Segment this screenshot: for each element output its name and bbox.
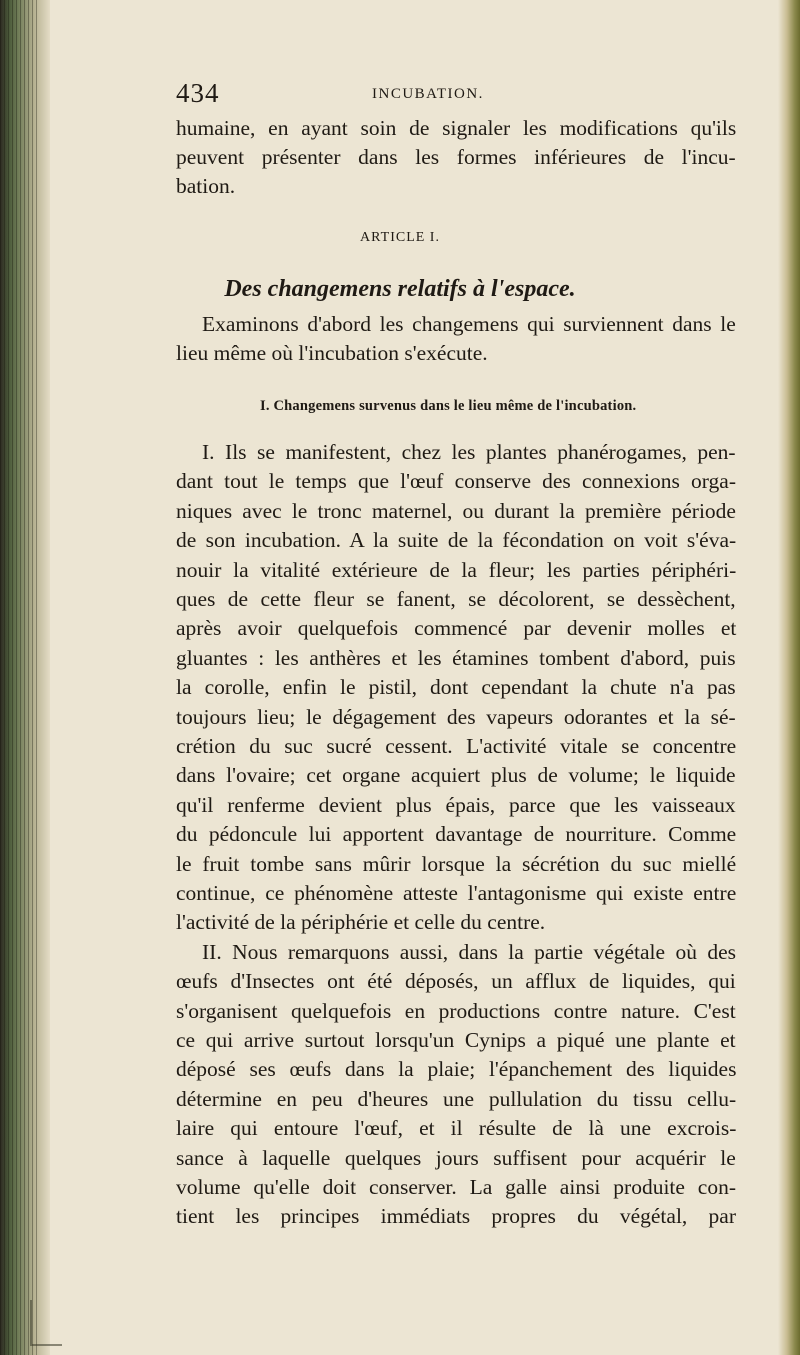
article-label: ARTICLE I. [360,230,440,245]
section-intro-line: lieu même où l'incubation s'exécute. [176,341,488,365]
body-line: niques avec le tronc maternel, ou durant la première période [176,498,736,523]
body-line: tient les principes immédiats propres du végétal, par [176,1204,736,1229]
intro-line: humaine, en ayant soin de signaler les modifications qu'ils [176,116,737,140]
body-line: II. Nous remarquons aussi, dans la partie végétale où des [202,939,736,964]
body-line: œufs d'Insectes ont été déposés, un afflux de liquides, qui [176,969,736,994]
body-line: s'organisent quelquefois en productions contre nature. C'est [176,998,736,1023]
intro-line: bation. [176,174,236,198]
body-line: déposé ses œufs dans la plaie; l'épanchement des liquides [176,1057,737,1082]
body-line: le fruit tombe sans mûrir lorsque la sécrétion du suc miellé [176,851,737,876]
body-line: ques de cette fleur se fanent, se décolorent, se dessèchent, [176,587,736,611]
body-line: nouir la vitalité extérieure de la fleur; les parties périphéri- [176,557,737,582]
intro-line: peuvent présenter dans les formes inférieures de l'incu- [176,145,736,169]
body-line: l'activité de la périphérie et celle du centre. [176,910,546,935]
body-line: dant tout le temps que l'œuf conserve des connexions orga- [176,469,737,494]
page-number: 434 [176,78,220,108]
running-head-title: INCUBATION. [372,86,484,102]
body-line: sance à laquelle quelques jours suffisent pour acquérir le [176,1145,736,1170]
running-head [176,78,736,112]
body-line: I. Ils se manifestent, chez les plantes phanérogames, pen- [202,440,736,464]
body-line: gluantes : les anthères et les étamines tombent d'abord, puis [176,645,736,670]
section-intro-line: Examinons d'abord les changemens qui surviennent dans le [202,312,736,336]
body-line: la corolle, enfin le pistil, dont cependant la chute n'a pas [176,675,736,700]
body-line: de son incubation. A la suite de la fécondation on voit s'éva- [176,528,737,553]
body-line: ce qui arrive surtout lorsqu'un Cynips a piqué une plante et [176,1028,736,1052]
body-line: laire qui entoure l'œuf, et il résulte de là une excrois- [176,1116,737,1141]
body-line: continue, ce phénomène atteste l'antagonisme qui existe entre [176,881,737,905]
subhead: I. Changemens survenus dans le lieu même de l'incubation. [260,398,637,414]
body-line: volume qu'elle doit conserver. La galle ainsi produite con- [176,1175,737,1199]
body-line: crétion du suc sucré cessent. L'activité vitale se concentre [176,734,737,758]
body-line: dans l'ovaire; cet organe acquiert plus de volume; le liquide [176,763,736,788]
body-line: du pédoncule lui apportent davantage de nourriture. Comme [176,822,737,847]
body-line: qu'il renferme devient plus épais, parce que les vaisseaux [176,792,736,817]
section-title: Des changemens relatifs à l'espace. [224,276,576,302]
body-line: détermine en peu d'heures une pullulation du tissu cellu- [176,1086,737,1111]
body-line: après avoir quelquefois commencé par devenir molles et [176,616,737,641]
body-line: toujours lieu; le dégagement des vapeurs odorantes et la sé- [176,704,736,729]
